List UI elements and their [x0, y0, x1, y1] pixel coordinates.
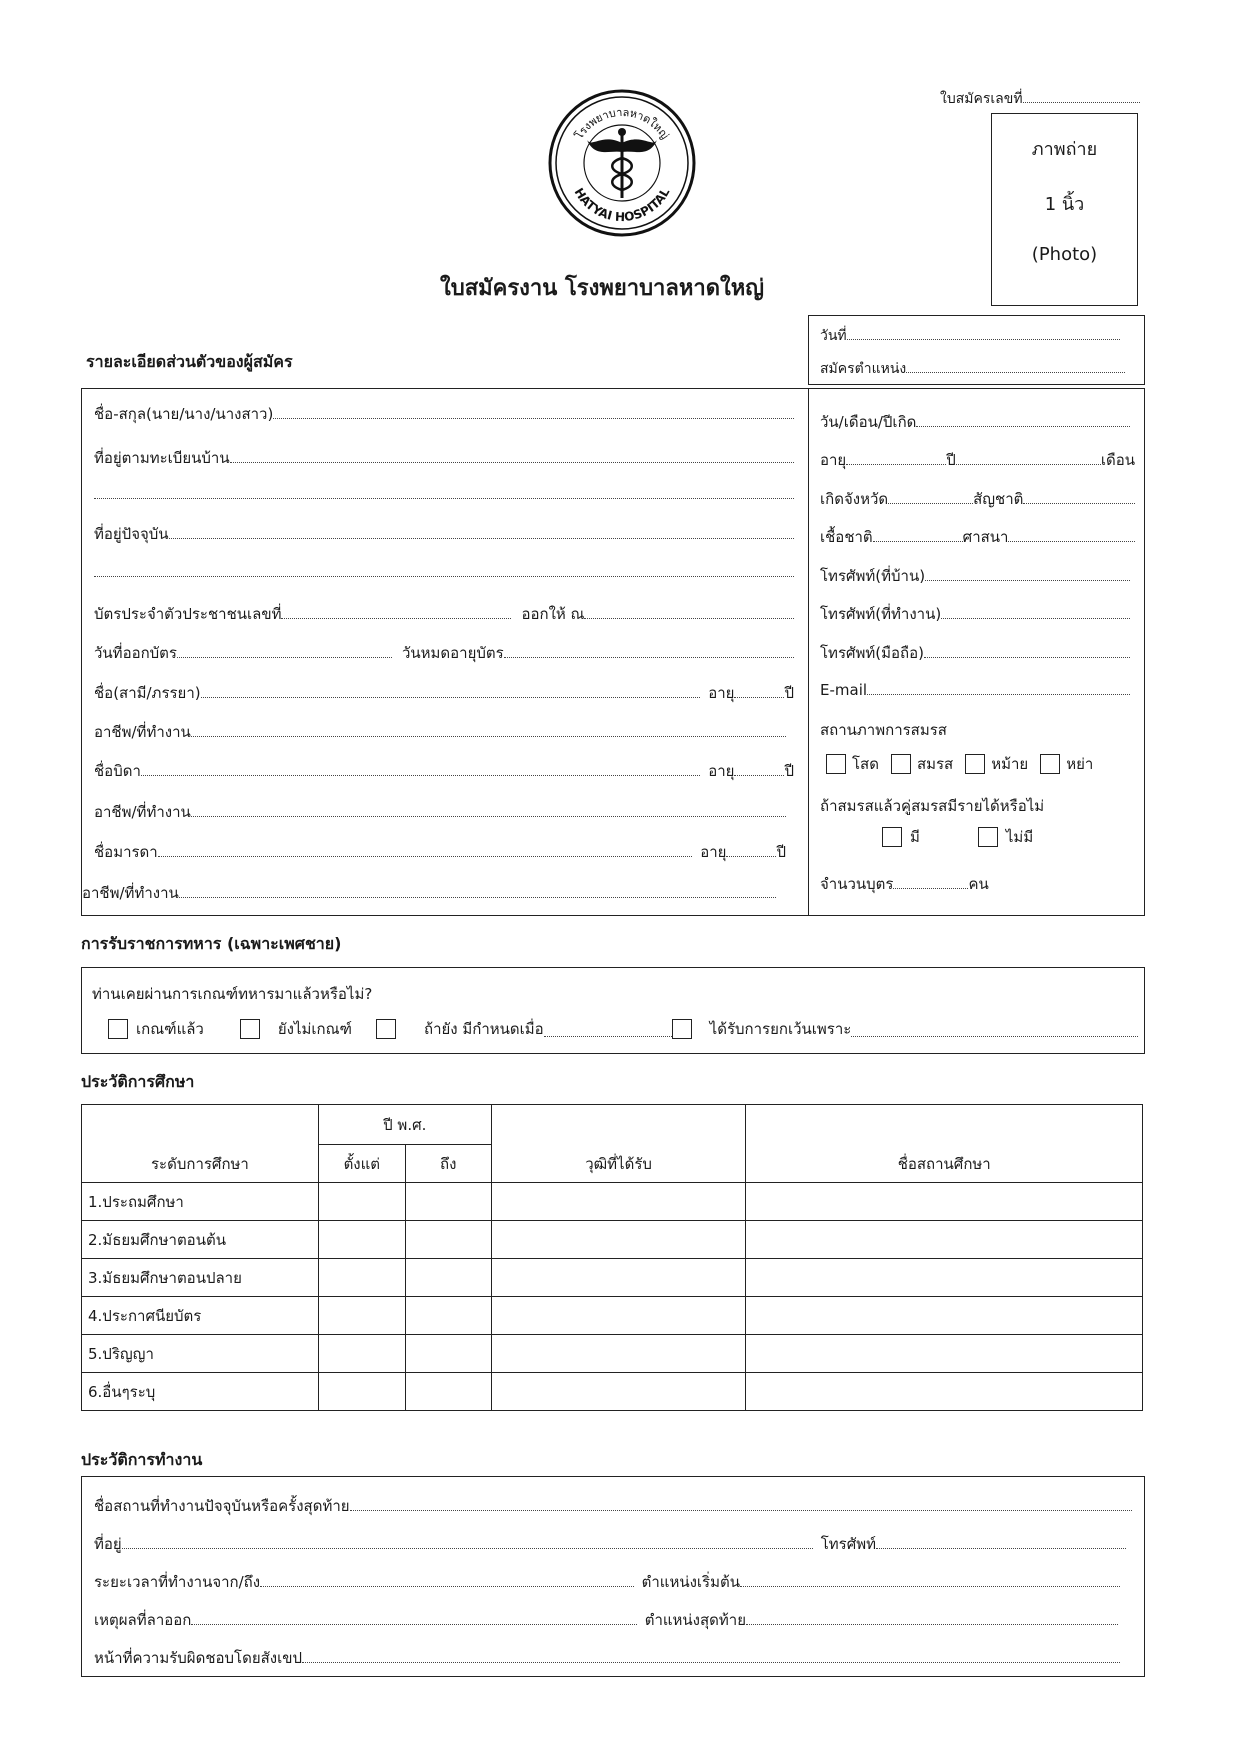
col-from-header: ตั้งแต่ — [318, 1145, 405, 1183]
reg-address-field[interactable] — [230, 448, 794, 463]
spouse-income-question: ถ้าสมรสแล้วคู่สมรสมีรายได้หรือไม่ — [820, 797, 1045, 815]
divorced-checkbox[interactable] — [1040, 754, 1060, 774]
last-position-field[interactable] — [746, 1610, 1118, 1625]
mother-occupation-field[interactable] — [179, 883, 776, 898]
birthdate-row: วัน/เดือน/ปีเกิด — [820, 410, 1130, 434]
phone-work-field[interactable] — [941, 604, 1130, 619]
race-row: เชื้อชาติ ศาสนา — [820, 525, 1135, 549]
phone-home-row: โทรศัพท์(ที่บ้าน) — [820, 564, 1130, 588]
children-field[interactable] — [893, 874, 968, 889]
mother-field[interactable] — [158, 842, 693, 857]
page-title: ใบสมัครงาน โรงพยาบาลหาดใหญ่ — [440, 276, 765, 301]
children-row: จำนวนบุตร คน — [820, 875, 989, 893]
father-occupation-field[interactable] — [191, 802, 786, 817]
col-institution-header: ชื่อสถานศึกษา — [746, 1105, 1143, 1183]
reg-address-row-2 — [94, 484, 794, 499]
birth-province-row: เกิดจังหวัด สัญชาติ — [820, 487, 1135, 511]
position-row: สมัครตำแหน่ง — [820, 358, 1125, 380]
issued-at-field[interactable] — [584, 604, 794, 619]
email-row: E-mail — [820, 680, 1130, 699]
work-phone-field[interactable] — [876, 1534, 1126, 1549]
name-field[interactable] — [273, 404, 794, 419]
work-heading: ประวัติการทำงาน — [81, 1450, 203, 1469]
military-heading: การรับราชการทหาร (เฉพาะเพศชาย) — [81, 934, 342, 953]
father-occupation-row: อาชีพ/ที่ทำงาน — [94, 800, 786, 824]
duties-row: หน้าที่ความรับผิดชอบโดยสังเขป — [94, 1646, 1120, 1670]
photo-box[interactable]: ภาพถ่าย 1 นิ้ว (Photo) — [991, 113, 1138, 306]
marital-status-label: สถานภาพการสมรส — [820, 721, 947, 739]
work-address-field[interactable] — [122, 1534, 813, 1549]
father-field[interactable] — [141, 761, 700, 776]
birth-province-field[interactable] — [888, 489, 973, 504]
military-question: ท่านเคยผ่านการเกณฑ์ทหารมาแล้วหรือไม่? — [92, 985, 373, 1003]
date-row: วันที่ — [820, 325, 1120, 347]
mother-age-field[interactable] — [726, 842, 776, 857]
side-age-year-field[interactable] — [846, 450, 946, 465]
table-row: 3.มัธยมศึกษาตอนปลาย — [82, 1259, 1143, 1297]
issue-date-row: วันที่ออกบัตร วันหมดอายุบัตร — [94, 641, 794, 665]
education-table — [81, 1104, 1143, 1411]
col-degree-header: วุฒิที่ได้รับ — [491, 1105, 746, 1183]
hatyai-hospital-logo — [547, 88, 697, 238]
email-field[interactable] — [867, 680, 1130, 695]
spouse-age-field[interactable] — [734, 683, 784, 698]
military-options: เกณฑ์แล้ว ยังไม่เกณฑ์ ถ้ายัง มีกำหนดเมื่อ ได้รับการยกเว้นเพราะ — [108, 1017, 1138, 1041]
leave-reason-row: เหตุผลที่ลาออก ตำแหน่งสุดท้าย — [94, 1608, 1118, 1632]
current-address-row-2 — [94, 562, 794, 577]
birthdate-field[interactable] — [916, 412, 1130, 427]
military-scheduled-checkbox[interactable] — [376, 1019, 396, 1039]
col-year-header: ปี พ.ศ. — [318, 1105, 491, 1145]
race-field[interactable] — [873, 527, 963, 542]
spouse-occupation-field[interactable] — [191, 722, 786, 737]
id-card-row: บัตรประจำตัวประชาชนเลขที่ ออกให้ ณ — [94, 602, 794, 626]
father-row: ชื่อบิดา อายุ ปี — [94, 762, 794, 780]
mother-row: ชื่อมารดา อายุ ปี — [94, 843, 786, 861]
phone-work-row: โทรศัพท์(ที่ทำงาน) — [820, 602, 1130, 626]
issue-date-field[interactable] — [177, 643, 392, 658]
workplace-row: ชื่อสถานที่ทำงานปัจจุบันหรือครั้งสุดท้าย — [94, 1494, 1132, 1518]
religion-field[interactable] — [1008, 527, 1135, 542]
widowed-checkbox[interactable] — [965, 754, 985, 774]
current-address-field-2[interactable] — [94, 562, 794, 577]
reg-address-row: ที่อยู่ตามทะเบียนบ้าน — [94, 446, 794, 470]
expiry-date-field[interactable] — [504, 643, 794, 658]
married-checkbox[interactable] — [891, 754, 911, 774]
table-row: 1.ประถมศึกษา — [82, 1183, 1143, 1221]
military-done-checkbox[interactable] — [108, 1019, 128, 1039]
application-number-field[interactable] — [1023, 88, 1140, 103]
duties-field[interactable] — [302, 1648, 1120, 1663]
phone-mobile-row: โทรศัพท์(มือถือ) — [820, 641, 1130, 665]
education-heading: ประวัติการศึกษา — [81, 1072, 195, 1091]
marital-status-options: โสด สมรส หม้าย หย่า — [826, 752, 1093, 776]
position-field[interactable] — [906, 358, 1125, 373]
phone-mobile-field[interactable] — [924, 643, 1130, 658]
table-row: 2.มัธยมศึกษาตอนต้น — [82, 1221, 1143, 1259]
leave-reason-field[interactable] — [191, 1610, 636, 1625]
military-exempt-field[interactable] — [851, 1022, 1138, 1037]
start-position-field[interactable] — [740, 1572, 1120, 1587]
application-number: ใบสมัครเลขที่ — [940, 88, 1140, 110]
work-address-row: ที่อยู่ โทรศัพท์ — [94, 1532, 1126, 1556]
current-address-field[interactable] — [169, 524, 794, 539]
col-to-header: ถึง — [405, 1145, 491, 1183]
phone-home-field[interactable] — [925, 566, 1130, 581]
table-row: 5.ปริญญา — [82, 1335, 1143, 1373]
side-age-row: อายุ ปี เดือน — [820, 451, 1135, 469]
svg-text:โรงพยาบาลหาดใหญ่: โรงพยาบาลหาดใหญ่ — [572, 105, 672, 142]
spouse-income-yes-checkbox[interactable] — [882, 827, 902, 847]
side-age-month-field[interactable] — [956, 450, 1101, 465]
svg-text:HATYAI HOSPITAL: HATYAI HOSPITAL — [571, 185, 673, 225]
spouse-occupation-row: อาชีพ/ที่ทำงาน — [94, 720, 786, 744]
col-level-header: ระดับการศึกษา — [82, 1105, 319, 1183]
workplace-field[interactable] — [350, 1496, 1132, 1511]
mother-occupation-row: อาชีพ/ที่ทำงาน — [82, 881, 776, 905]
military-exempt-checkbox[interactable] — [672, 1019, 692, 1039]
nationality-field[interactable] — [1023, 489, 1135, 504]
military-scheduled-field[interactable] — [544, 1022, 672, 1037]
work-period-row: ระยะเวลาที่ทำงานจาก/ถึง ตำแหน่งเริ่มต้น — [94, 1570, 1120, 1594]
table-row: 4.ประกาศนียบัตร — [82, 1297, 1143, 1335]
spouse-income-no-checkbox[interactable] — [978, 827, 998, 847]
father-age-field[interactable] — [734, 761, 784, 776]
spouse-row: ชื่อ(สามี/ภรรยา) อายุ ปี — [94, 684, 794, 702]
date-field[interactable] — [847, 325, 1120, 340]
current-address-row: ที่อยู่ปัจจุบัน — [94, 522, 794, 546]
table-row: 6.อื่นๆระบุ — [82, 1373, 1143, 1411]
reg-address-field-2[interactable] — [94, 484, 794, 499]
spouse-income-options: มี ไม่มี — [882, 825, 1033, 849]
personal-heading: รายละเอียดส่วนตัวของผู้สมัคร — [86, 352, 293, 371]
military-not-yet-checkbox[interactable] — [240, 1019, 260, 1039]
name-row: ชื่อ-สกุล(นาย/นาง/นางสาว) — [94, 402, 794, 426]
single-checkbox[interactable] — [826, 754, 846, 774]
spouse-field[interactable] — [201, 683, 701, 698]
id-card-field[interactable] — [281, 604, 511, 619]
work-period-field[interactable] — [260, 1572, 634, 1587]
